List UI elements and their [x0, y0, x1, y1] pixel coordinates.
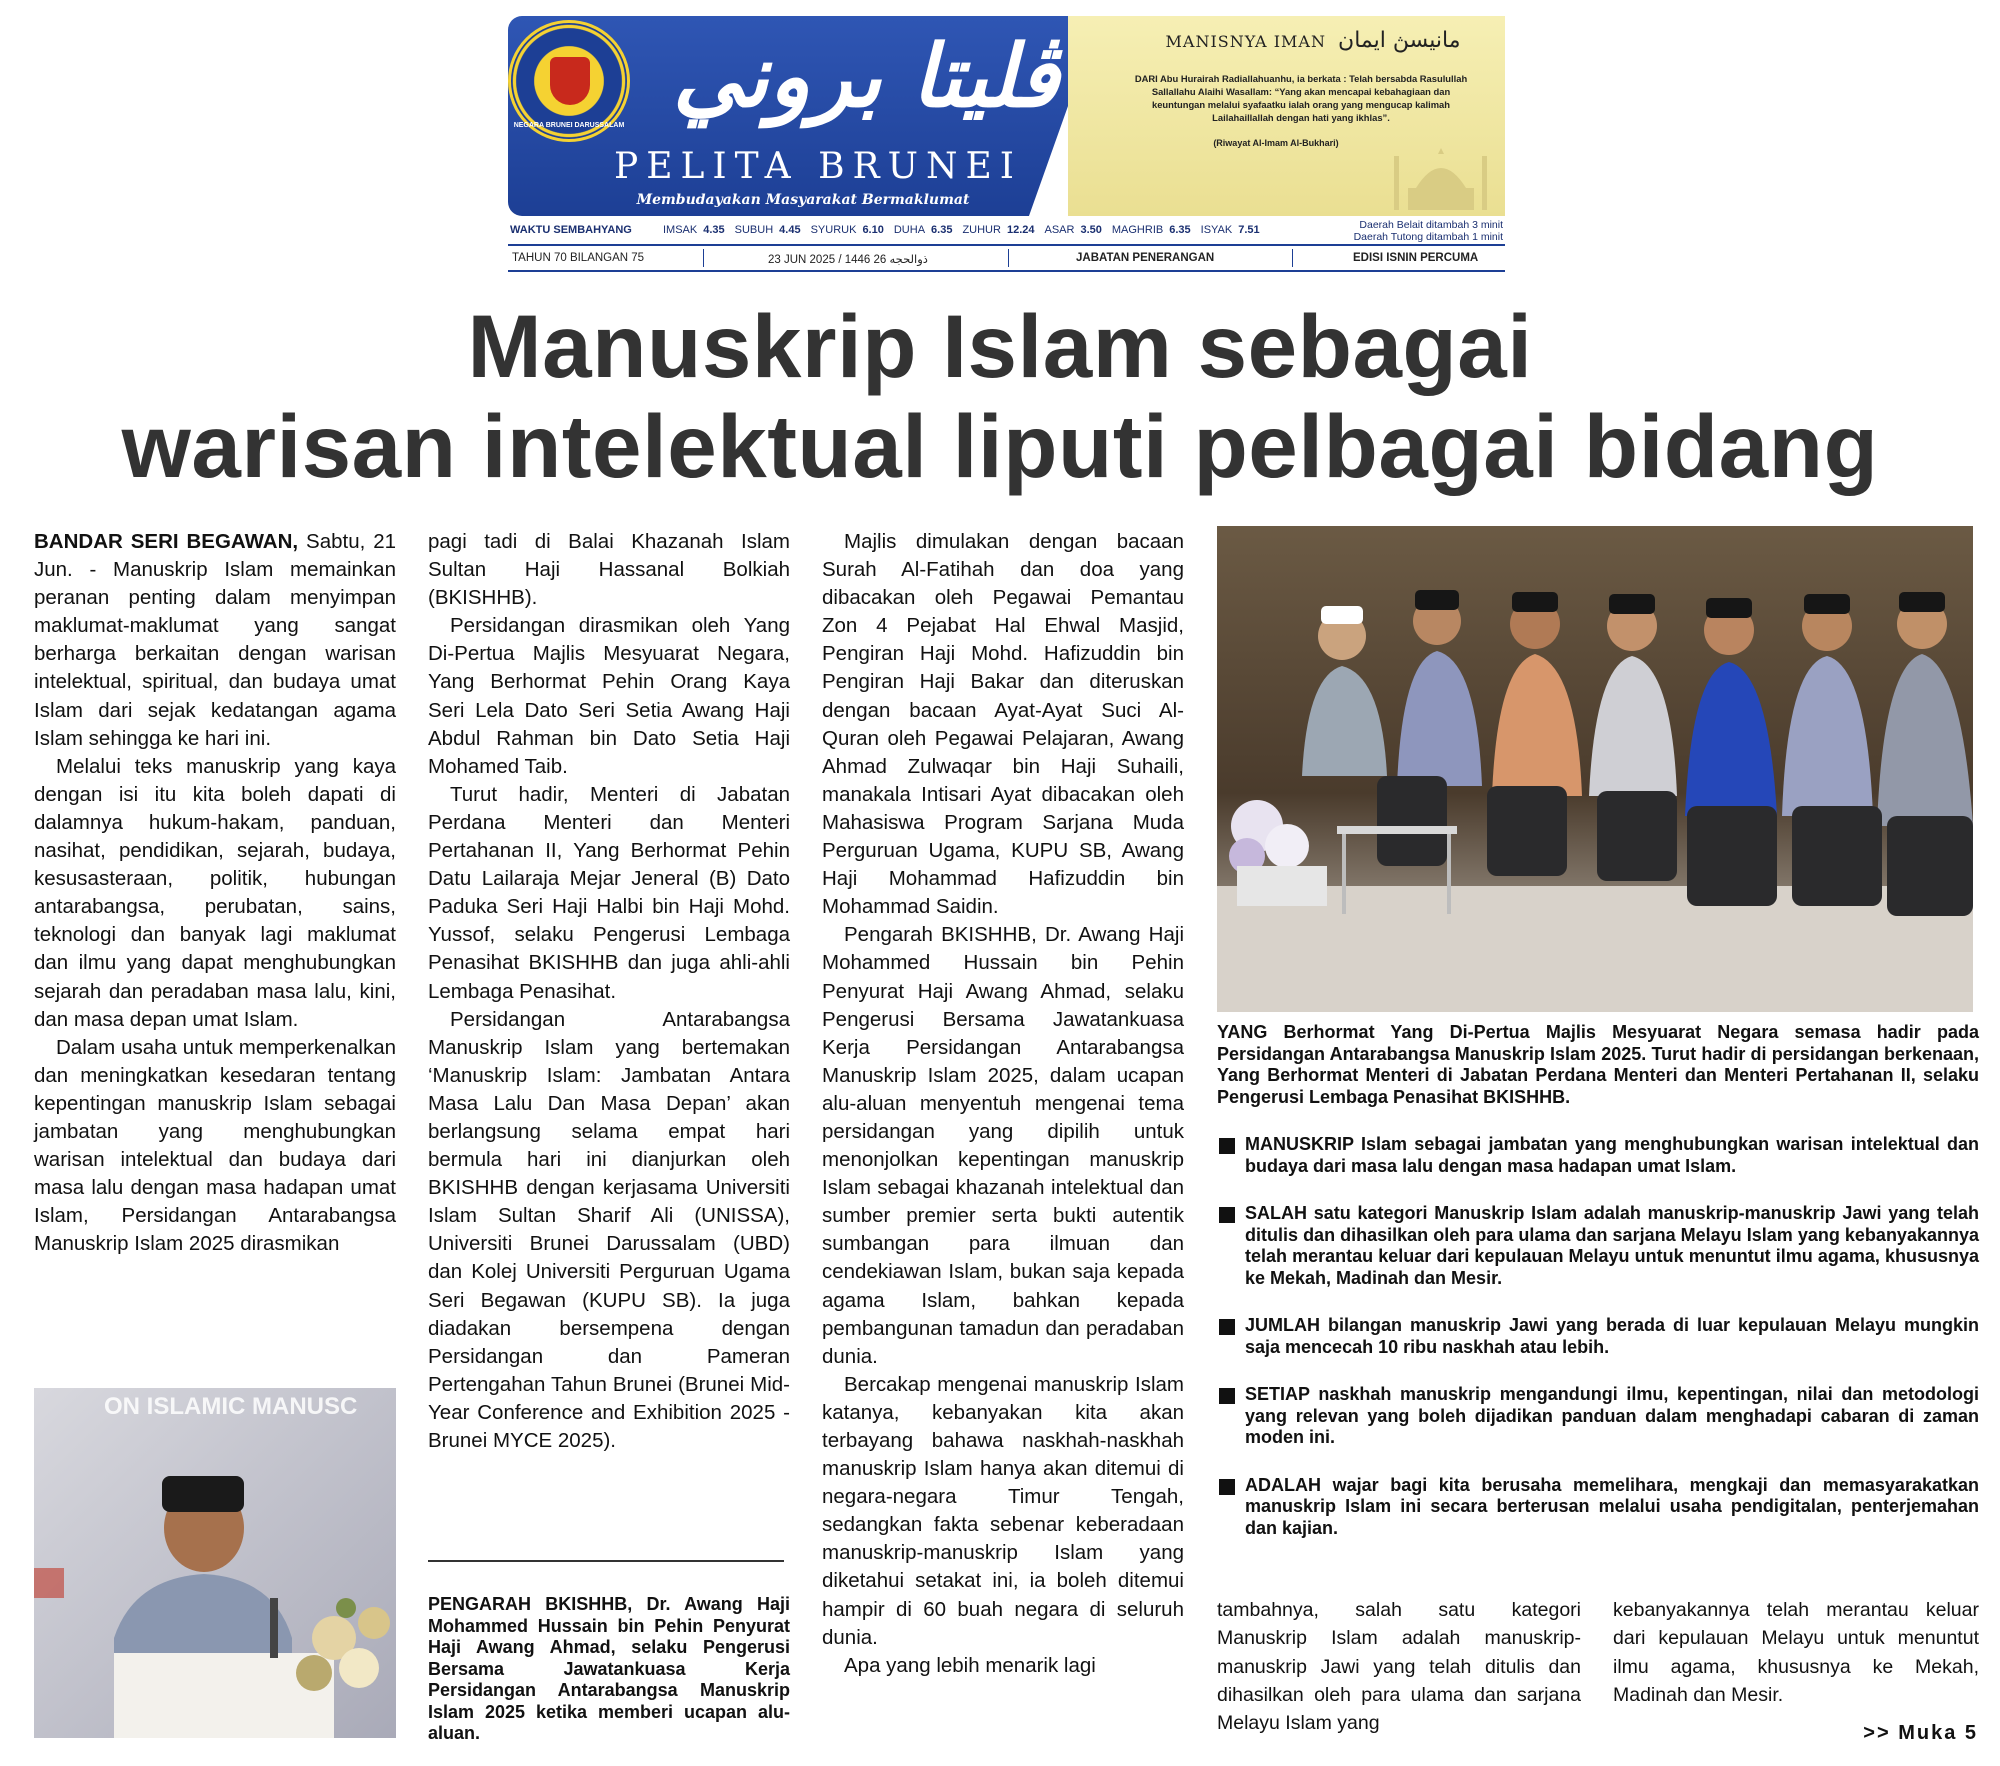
headline [0, 296, 2000, 496]
prayer-time-subuh [735, 224, 801, 236]
article-column-5 [1613, 1596, 1979, 1709]
article-paragraph: Pengarah BKISHHB, Dr. Awang Haji Mohammed Hussain bin Pehin Penyurat Haji Awang Ahmad, selaku Pengerusi Bersama Jawatankuasa Kerja Persidangan Antarabangsa Manuskrip Islam 2025, dalam ucapan alu-aluan menyentuh mengenai tema persidangan yang dipilih untuk menonjolkan kepentingan manuskrip Islam sebagai khazanah intelektual dan sumber premier serta bukti autentik sumbangan para ilmuan dan cendekiawan Islam, bukan saja kepada agama Islam, bahkan kepada pembangunan tamadun dan peradaban dunia. [822, 923, 1184, 1368]
dateline: BANDAR SERI BEGAWAN, [34, 530, 299, 553]
square-bullet-icon [1219, 1479, 1235, 1495]
issue-divider [1008, 249, 1009, 267]
article-paragraph: Turut hadir, Menteri di Jabatan Perdana Menteri dan Menteri Pertahanan II, Yang Berhormat Pehin Datu Lailaraja Mejar Jeneral (B) Dato Paduka Seri Haji Halbi bin Haji Mohd. Yussof, selaku Pengerusi Lembaga Penasihat BKISHHB dan juga ahli-ahli Lembaga Penasihat. [428, 782, 790, 1003]
article-paragraph: Persidangan dirasmikan oleh Yang Di-Pertua Majlis Mesyuarat Negara, Yang Berhormat Pehin Orang Kaya Seri Lela Dato Seri Setia Awang Haji Abdul Rahman bin Dato Setia Haji Mohamed Taib. [428, 614, 790, 778]
article-column-2 [428, 528, 790, 1455]
hadith-reference: (Riwayat Al-Imam Al-Bukhari) [1213, 138, 1339, 148]
highlight-item [1217, 1384, 1979, 1449]
audience-photo-illustration [1217, 526, 1973, 1012]
masthead [508, 16, 1505, 216]
prayer-name: MAGHRIB [1111, 224, 1164, 236]
headline-line-2: warisan intelektual liputi pelbagai bidang [121, 396, 1879, 496]
prayer-notes [1354, 219, 1503, 243]
article-paragraph: Apa yang lebih menarik lagi [844, 1653, 1096, 1677]
backdrop-text: ON ISLAMIC MANUSC [104, 1393, 358, 1420]
article-paragraph: kebanyakannya telah merantau keluar dari kepulauan Melayu untuk menuntut ilmu agama, khususnya ke Mekah, Madinah dan Mesir. [1613, 1599, 1979, 1706]
article-column-1 [34, 528, 396, 1258]
masthead-title: PELITA BRUNEI [613, 146, 1022, 187]
prayer-value: 6.10 [862, 224, 884, 236]
hadith-text: DARI Abu Hurairah Radiallahuanhu, ia berkata : Telah bersabda Rasulullah Sallallahu Alaihi Wasallam: “Yang akan mencapai kebahagiaan dan keuntungan melalui syafaatku ialah orang yang mengucap kalimah Lailahaillallah dengan hati yang ikhlas”. [1134, 73, 1468, 123]
crest-icon [550, 57, 590, 105]
article-paragraph: Bercakap mengenai manuskrip Islam katanya, kebanyakan kita akan terbayang bahawa naskhah-naskhah manuskrip Islam hanya akan ditemui di negara-negara Timur Tengah, sedangkan fakta sebenar keberadaan manuskrip-manuskrip Islam yang diketahui setakat ini, ia boleh ditemui hampir di 60 buah negara di seluruh dunia. [822, 1372, 1184, 1649]
prayer-name: DUHA [893, 224, 926, 236]
speaker-photo-illustration [34, 1388, 396, 1738]
highlight-item [1217, 1203, 1979, 1289]
highlight-item [1217, 1475, 1979, 1540]
prayer-time-maghrib [1112, 224, 1191, 236]
prayer-note-tutong: Daerah Tutong ditambah 1 minit [1353, 231, 1503, 243]
issue-publisher: JABATAN PENERANGAN [1076, 252, 1215, 264]
highlight-text: ADALAH wajar bagi kita berusaha memelihara, mengkaji dan memasyarakatkan manuskrip Islam ini secara berterusan melalui usaha pendigitalan, penterjemahan dan kajian. [1245, 1474, 1979, 1538]
manisnya-iman-title [1148, 28, 1478, 53]
prayer-time-asar [1044, 224, 1101, 236]
square-bullet-icon [1219, 1388, 1235, 1404]
state-seal-icon [508, 20, 630, 142]
prayer-times-label: WAKTU SEMBAHYANG [510, 224, 632, 236]
highlight-text: SETIAP naskhah manuskrip mengandungi ilmu, kepentingan, nilai dan metodologi yang relevan yang boleh dijadikan panduan dalam menghadapi cabaran di zaman moden ini. [1245, 1384, 1979, 1447]
article-paragraph: Dalam usaha untuk memperkenalkan dan meningkatkan kesedaran tentang kepentingan manuskrip Islam sebagai jambatan yang menghubungkan warisan intelektual dan budaya dari masa lalu dengan masa hadapan umat Islam, Persidangan Antarabangsa Manuskrip Islam 2025 dirasmikan [34, 1035, 396, 1256]
article-paragraph: Melalui teks manuskrip yang kaya dengan isi itu kita boleh dapati di dalamnya hukum-hakam, panduan, nasihat, pendidikan, sejarah, budaya, kesusasteraan, politik, hubungan antarabangsa, perubatan, sains, teknologi dan banyak lagi maklumat dan ilmu yang dapat menghubungkan sejarah dan peradaban masa lalu, kini, dan masa depan umat Islam. [34, 754, 396, 1031]
prayer-time-duha [894, 224, 953, 236]
prayer-time-zuhur [962, 224, 1034, 236]
article-column-3 [822, 528, 1184, 1680]
prayer-time-isyak [1201, 224, 1260, 236]
issue-date: 23 JUN 2025 / 1446 ذوالحجه 26 [768, 254, 928, 266]
prayer-name: IMSAK [663, 224, 698, 236]
prayer-value: 3.50 [1080, 224, 1102, 236]
article-paragraph: Majlis dimulakan dengan bacaan Surah Al-Fatihah dan doa yang dibacakan oleh Pegawai Pemantau Zon 4 Pejabat Hal Ehwal Masjid, Pengiran Haji Mohd. Hafizuddin bin Pengiran Haji Bakar dan diteruskan dengan bacaan Ayat-Ayat Suci Al-Quran oleh Pegawai Pelajaran, Awang Ahmad Zulwaqar bin Haji Suhaili, manakala Intisari Ayat dibacakan oleh Mahasiswa Program Sarjana Muda Perguruan Ugama, KUPU SB, Awang Haji Mohammad Hafizuddin bin Mohammad Saidin. [822, 530, 1184, 919]
issue-edition: EDISI ISNIN PERCUMA [1353, 252, 1479, 264]
seal-text: NEGARA BRUNEI DARUSSALAM [513, 122, 625, 129]
article-paragraph [34, 528, 396, 753]
highlight-text: SALAH satu kategori Manuskrip Islam adalah manuskrip-manuskrip Jawi yang telah ditulis dan dihasilkan oleh para ulama dan sarjana Melayu Islam yang kebanyakannya telah merantau keluar dari kepulauan Melayu untuk menuntut ilmu agama, khususnya ke Mekah, Madinah dan Mesir. [1245, 1203, 1979, 1288]
square-bullet-icon [1219, 1138, 1235, 1154]
caption-divider [428, 1560, 784, 1562]
square-bullet-icon [1219, 1319, 1235, 1335]
continued-on-page-link[interactable]: >> Muka 5 [1863, 1722, 1978, 1744]
prayer-name: ISYAK [1200, 224, 1233, 236]
article-column-4 [1217, 1596, 1581, 1737]
issue-divider [1292, 249, 1293, 267]
issue-volume: TAHUN 70 BILANGAN 75 [512, 252, 645, 264]
article-paragraph: Persidangan Antarabangsa Manuskrip Islam yang bertemakan ‘Manuskrip Islam: Jambatan Antara Masa Lalu Dan Masa Depan’ akan berlangsung selama empat hari bermula hari ini dianjurkan oleh BKISHHB dengan kerjasama Universiti Islam Sultan Sharif Ali (UNISSA), Universiti Brunei Darussalam (UBD) dan Kolej Universiti Perguruan Ugama Seri Begawan (KUPU SB). Ia juga diadakan bersempena dengan Persidangan dan Pameran Pertengahan Tahun Brunei (Brunei Mid-Year Conference and Exhibition 2025 - Brunei MYCE 2025). [428, 1007, 790, 1452]
prayer-value: 7.51 [1238, 224, 1260, 236]
speaker-photo-caption: PENGARAH BKISHHB, Dr. Awang Haji Mohammed Hussain bin Pehin Penyurat Haji Awang Ahmad, selaku Pengerusi Bersama Jawatankuasa Kerja Persidangan Antarabangsa Manuskrip Islam 2025 ketika memberi ucapan alu-aluan. [428, 1594, 790, 1743]
prayer-name: ZUHUR [962, 224, 1001, 236]
prayer-name: ASAR [1044, 224, 1075, 236]
masthead-tagline: Membudayakan Masyarakat Bermaklumat [636, 192, 970, 208]
highlight-item [1217, 1315, 1979, 1358]
paragraph-text: Sabtu, 21 Jun. - Manuskrip Islam memainkan peranan penting dalam menyimpan maklumat-maklumat yang sangat berharga berkaitan dengan warisan intelektual, spiritual, dan budaya umat Islam dari sejak kedatangan agama Islam sehingga ke hari ini. [34, 530, 397, 750]
masthead-jawi-title: ڤليتا بروني [672, 27, 1060, 127]
highlight-item [1217, 1134, 1979, 1177]
prayer-value: 4.35 [703, 224, 725, 236]
prayer-value: 6.35 [931, 224, 953, 236]
prayer-name: SUBUH [734, 224, 774, 236]
prayer-time-imsak [663, 224, 725, 236]
mosque-icon [1386, 148, 1496, 210]
prayer-times-strip [508, 219, 1505, 243]
iman-title-jawi: مانيسڽ ايمان [1338, 28, 1461, 53]
highlight-text: MANUSKRIP Islam sebagai jambatan yang menghubungkan warisan intelektual dan budaya dari masa lalu dengan masa hadapan umat Islam. [1245, 1134, 1979, 1176]
prayer-value: 12.24 [1006, 224, 1035, 236]
square-bullet-icon [1219, 1207, 1235, 1223]
prayer-value: 4.45 [779, 224, 801, 236]
prayer-time-syuruk [811, 224, 884, 236]
prayer-name: SYURUK [810, 224, 857, 236]
iman-title-latin: MANISNYA IMAN [1165, 32, 1326, 51]
issue-divider [703, 249, 704, 267]
audience-photo-caption: YANG Berhormat Yang Di-Pertua Majlis Mesyuarat Negara semasa hadir pada Persidangan Antarabangsa Manuskrip Islam 2025. Turut hadir di persidangan berkenaan, Yang Berhormat Menteri di Jabatan Perdana Menteri dan Menteri Pertahanan II, selaku Pengerusi Lembaga Penasihat BKISHHB. [1217, 1022, 1979, 1107]
article-paragraph: tambahnya, salah satu kategori Manuskrip Islam adalah manuskrip-manuskrip Jawi yang telah ditulis dan dihasilkan oleh para ulama dan sarjana Melayu Islam yang [1217, 1599, 1581, 1735]
headline-line-1: Manuskrip Islam sebagai [467, 296, 1533, 396]
prayer-value: 6.35 [1169, 224, 1191, 236]
issue-strip [508, 244, 1505, 272]
audience-photo [1217, 526, 1973, 1012]
speaker-photo [34, 1388, 396, 1738]
prayer-times-list [663, 224, 1270, 236]
highlight-text: JUMLAH bilangan manuskrip Jawi yang berada di luar kepulauan Melayu mungkin saja mencecah 10 ribu naskhah atau lebih. [1245, 1315, 1979, 1357]
highlights-list [1217, 1134, 1979, 1565]
prayer-note-belait: Daerah Belait ditambah 3 minit [1359, 219, 1503, 231]
article-paragraph: pagi tadi di Balai Khazanah Islam Sultan Haji Hassanal Bolkiah (BKISHHB). [428, 530, 790, 610]
